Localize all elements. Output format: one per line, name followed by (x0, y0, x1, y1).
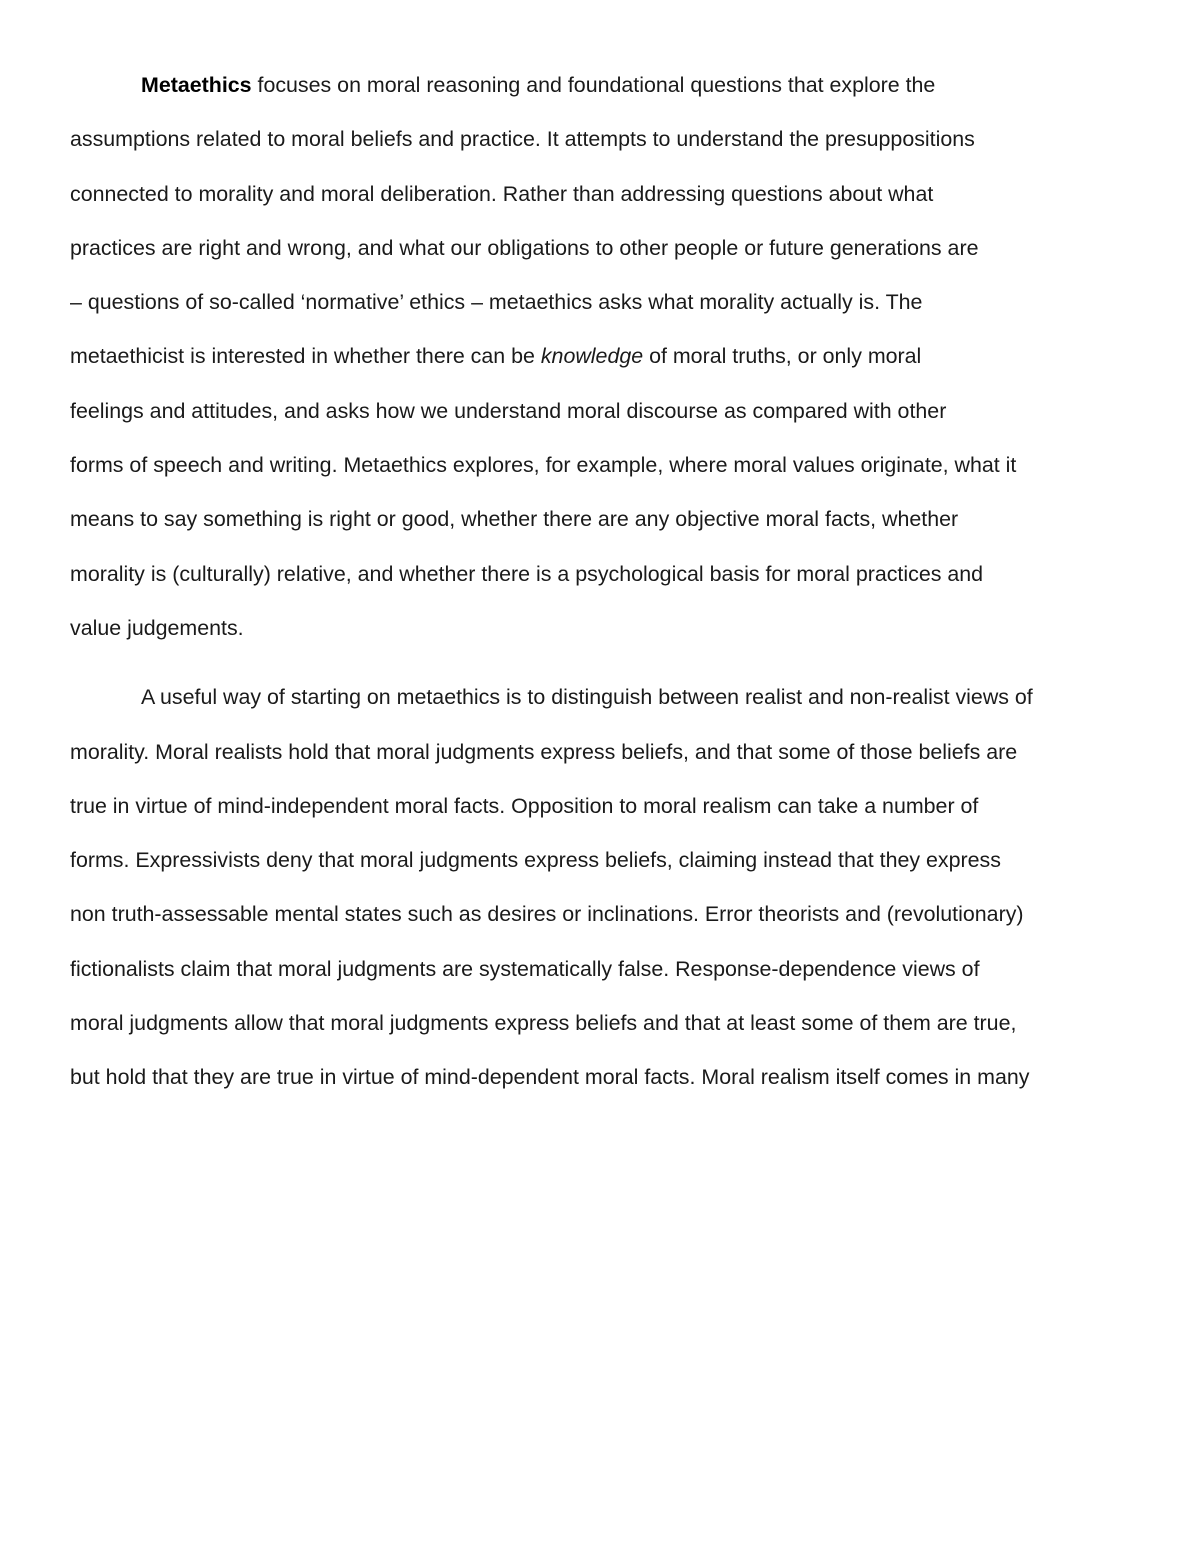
text-segment: A useful way of starting on metaethics is to distinguish between realist and non-realist views of (141, 685, 1033, 710)
bold-term: Metaethics (141, 73, 252, 97)
italic-term: knowledge (540, 344, 644, 369)
text-segment: assumptions related to moral beliefs and practice. It attempts to understand the presuppositions (70, 127, 975, 152)
text-line (70, 438, 1132, 492)
text-segment: practices are right and wrong, and what our obligations to other people or future generations are (70, 235, 979, 260)
text-segment: morality. Moral realists hold that moral judgments express beliefs, and that some of those beliefs are (70, 739, 1018, 764)
text-line (70, 996, 1132, 1050)
text-segment: focuses on moral reasoning and foundational questions that explore the (251, 73, 936, 97)
text-segment: non truth-assessable mental states such as desires or inclinations. Error theorists and (revolutionary) (70, 902, 1024, 927)
text-line (70, 384, 1132, 438)
text-line (70, 601, 1132, 655)
text-line (70, 887, 1132, 941)
text-segment: – questions of so-called ‘normative’ ethics – metaethics asks what morality actually is. The (70, 290, 923, 315)
text-line (70, 1050, 1132, 1104)
text-line (70, 492, 1132, 546)
text-segment: metaethicist is interested in whether there can be (70, 344, 541, 369)
text-segment: forms of speech and writing. Metaethics explores, for example, where moral values originate, what it (70, 453, 1017, 478)
text-line (70, 942, 1132, 996)
text-segment: value judgements. (70, 615, 244, 640)
text-line (70, 779, 1132, 833)
text-line (70, 670, 1132, 724)
text-segment: but hold that they are true in virtue of mind-dependent moral facts. Moral realism itself comes in many (70, 1065, 1030, 1090)
text-segment: morality is (culturally) relative, and whether there is a psychological basis for moral practices and (70, 561, 984, 586)
text-segment: true in virtue of mind-independent moral facts. Opposition to moral realism can take a number of (70, 793, 979, 818)
text-segment: fictionalists claim that moral judgments are systematically false. Response-dependence views of (70, 956, 980, 981)
text-line (70, 112, 1132, 166)
paragraph-1 (70, 58, 1132, 655)
paragraph-2 (70, 670, 1132, 1104)
text-line (70, 725, 1132, 779)
document-body (70, 58, 1132, 1105)
text-segment: means to say something is right or good, whether there are any objective moral facts, whether (70, 507, 959, 532)
text-line (70, 167, 1132, 221)
text-line (70, 833, 1132, 887)
text-line (70, 329, 1132, 383)
text-line (70, 547, 1132, 601)
text-line (70, 275, 1132, 329)
text-segment: connected to morality and moral deliberation. Rather than addressing questions about what (70, 181, 934, 206)
text-segment: of moral truths, or only moral (643, 344, 922, 369)
text-line (70, 221, 1132, 275)
text-line (70, 58, 1132, 112)
text-segment: feelings and attitudes, and asks how we understand moral discourse as compared with other (70, 398, 947, 423)
text-segment: forms. Expressivists deny that moral judgments express beliefs, claiming instead that they express (70, 848, 1001, 873)
text-segment: moral judgments allow that moral judgments express beliefs and that at least some of them are true, (70, 1011, 1017, 1036)
